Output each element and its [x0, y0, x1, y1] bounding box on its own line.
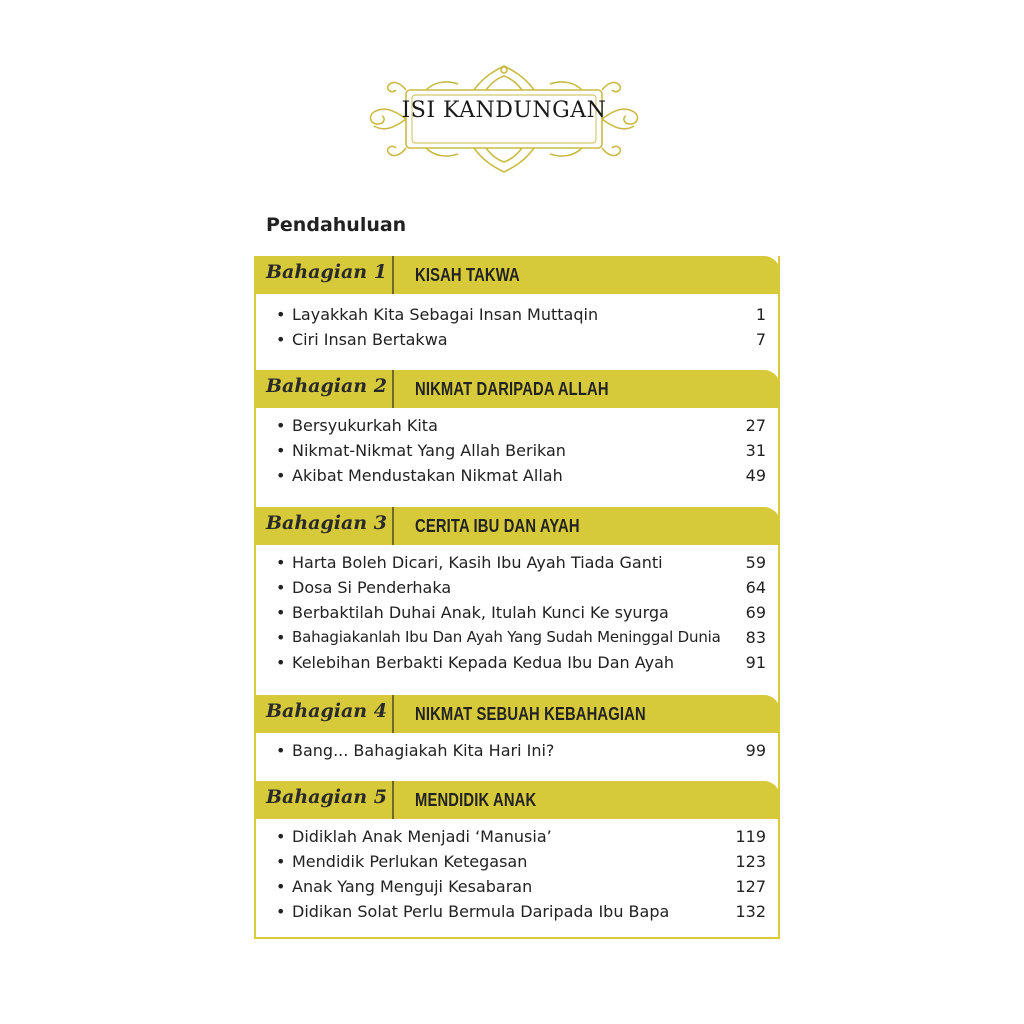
toc-entry[interactable]: [254, 575, 780, 600]
section-divider: [392, 370, 394, 408]
toc-entry[interactable]: [254, 738, 780, 763]
toc-entry[interactable]: [254, 463, 780, 488]
entry-title: Harta Boleh Dicari, Kasih Ibu Ayah Tiada Ganti: [292, 553, 663, 572]
bullet-icon: •: [276, 741, 286, 760]
entry-page: 1: [755, 305, 766, 324]
section-header: [254, 695, 780, 733]
toc-entry[interactable]: [254, 899, 780, 924]
toc-entry[interactable]: [254, 327, 780, 352]
entry-page: 119: [735, 827, 766, 846]
bullet-icon: •: [276, 330, 286, 349]
bullet-icon: •: [276, 305, 286, 324]
entry-page: 69: [745, 603, 766, 622]
section-header: [254, 781, 780, 819]
section-header: [254, 256, 780, 294]
section-4: [254, 695, 780, 763]
bullet-icon: •: [276, 466, 286, 485]
section-header: [254, 370, 780, 408]
entry-title: Bersyukurkah Kita: [292, 416, 438, 435]
bullet-icon: •: [276, 553, 286, 572]
section-2: [254, 370, 780, 488]
section-title: NIKMAT DARIPADA ALLAH: [415, 379, 609, 399]
entry-title: Bahagiakanlah Ibu Dan Ayah Yang Sudah Meninggal Dunia: [292, 628, 721, 646]
section-1: [254, 256, 780, 352]
toc-entry[interactable]: [254, 413, 780, 438]
section-header: [254, 507, 780, 545]
bullet-icon: •: [276, 653, 286, 672]
entry-title: Dosa Si Penderhaka: [292, 578, 452, 597]
section-divider: [392, 256, 394, 294]
entry-title: Bang... Bahagiakah Kita Hari Ini?: [292, 741, 555, 760]
toc-entry[interactable]: [254, 824, 780, 849]
entry-page: 83: [745, 628, 766, 647]
section-label: Bahagian 2: [266, 375, 387, 397]
toc-entry[interactable]: [254, 849, 780, 874]
entry-page: 132: [735, 902, 766, 921]
section-label: Bahagian 5: [266, 786, 387, 808]
entry-title: Kelebihan Berbakti Kepada Kedua Ibu Dan Ayah: [292, 653, 675, 672]
entry-page: 99: [745, 741, 766, 760]
bullet-icon: •: [276, 628, 286, 647]
toc-entry[interactable]: [254, 438, 780, 463]
section-title: CERITA IBU DAN AYAH: [415, 516, 580, 536]
bullet-icon: •: [276, 877, 286, 896]
entry-page: 49: [745, 466, 766, 485]
section-divider: [392, 507, 394, 545]
section-divider: [392, 695, 394, 733]
entry-title: Nikmat-Nikmat Yang Allah Berikan: [292, 441, 566, 460]
section-title: NIKMAT SEBUAH KEBAHAGIAN: [415, 704, 646, 724]
bullet-icon: •: [276, 603, 286, 622]
intro-heading: Pendahuluan: [266, 214, 407, 236]
entry-title: Ciri Insan Bertakwa: [292, 330, 448, 349]
bullet-icon: •: [276, 416, 286, 435]
entry-title: Didikan Solat Perlu Bermula Daripada Ibu Bapa: [292, 902, 670, 921]
entry-title: Anak Yang Menguji Kesabaran: [292, 877, 533, 896]
section-label: Bahagian 3: [266, 512, 387, 534]
section-title: MENDIDIK ANAK: [415, 790, 537, 810]
toc-entry[interactable]: [254, 550, 780, 575]
entry-page: 64: [745, 578, 766, 597]
entry-page: 123: [735, 852, 766, 871]
section-label: Bahagian 1: [266, 261, 387, 283]
section-label: Bahagian 4: [266, 700, 387, 722]
section-divider: [392, 781, 394, 819]
toc-entry[interactable]: [254, 600, 780, 625]
page-title: ISI KANDUNGAN: [401, 98, 607, 123]
entry-title: Berbaktilah Duhai Anak, Itulah Kunci Ke syurga: [292, 603, 669, 622]
entry-title: Mendidik Perlukan Ketegasan: [292, 852, 528, 871]
bullet-icon: •: [276, 578, 286, 597]
entry-page: 27: [745, 416, 766, 435]
toc-entry[interactable]: [254, 874, 780, 899]
section-5: [254, 781, 780, 924]
section-3: [254, 507, 780, 675]
entry-page: 7: [755, 330, 766, 349]
toc-entry[interactable]: [254, 650, 780, 675]
toc-entry[interactable]: [254, 625, 780, 650]
entry-page: 91: [745, 653, 766, 672]
bullet-icon: •: [276, 902, 286, 921]
toc-entry[interactable]: [254, 302, 780, 327]
bullet-icon: •: [276, 441, 286, 460]
entry-title: Didiklah Anak Menjadi ‘Manusia’: [292, 827, 552, 846]
entry-title: Layakkah Kita Sebagai Insan Muttaqin: [292, 305, 599, 324]
bullet-icon: •: [276, 852, 286, 871]
bullet-icon: •: [276, 827, 286, 846]
entry-page: 127: [735, 877, 766, 896]
entry-page: 59: [745, 553, 766, 572]
entry-page: 31: [745, 441, 766, 460]
section-title: KISAH TAKWA: [415, 265, 520, 285]
entry-title: Akibat Mendustakan Nikmat Allah: [292, 466, 563, 485]
